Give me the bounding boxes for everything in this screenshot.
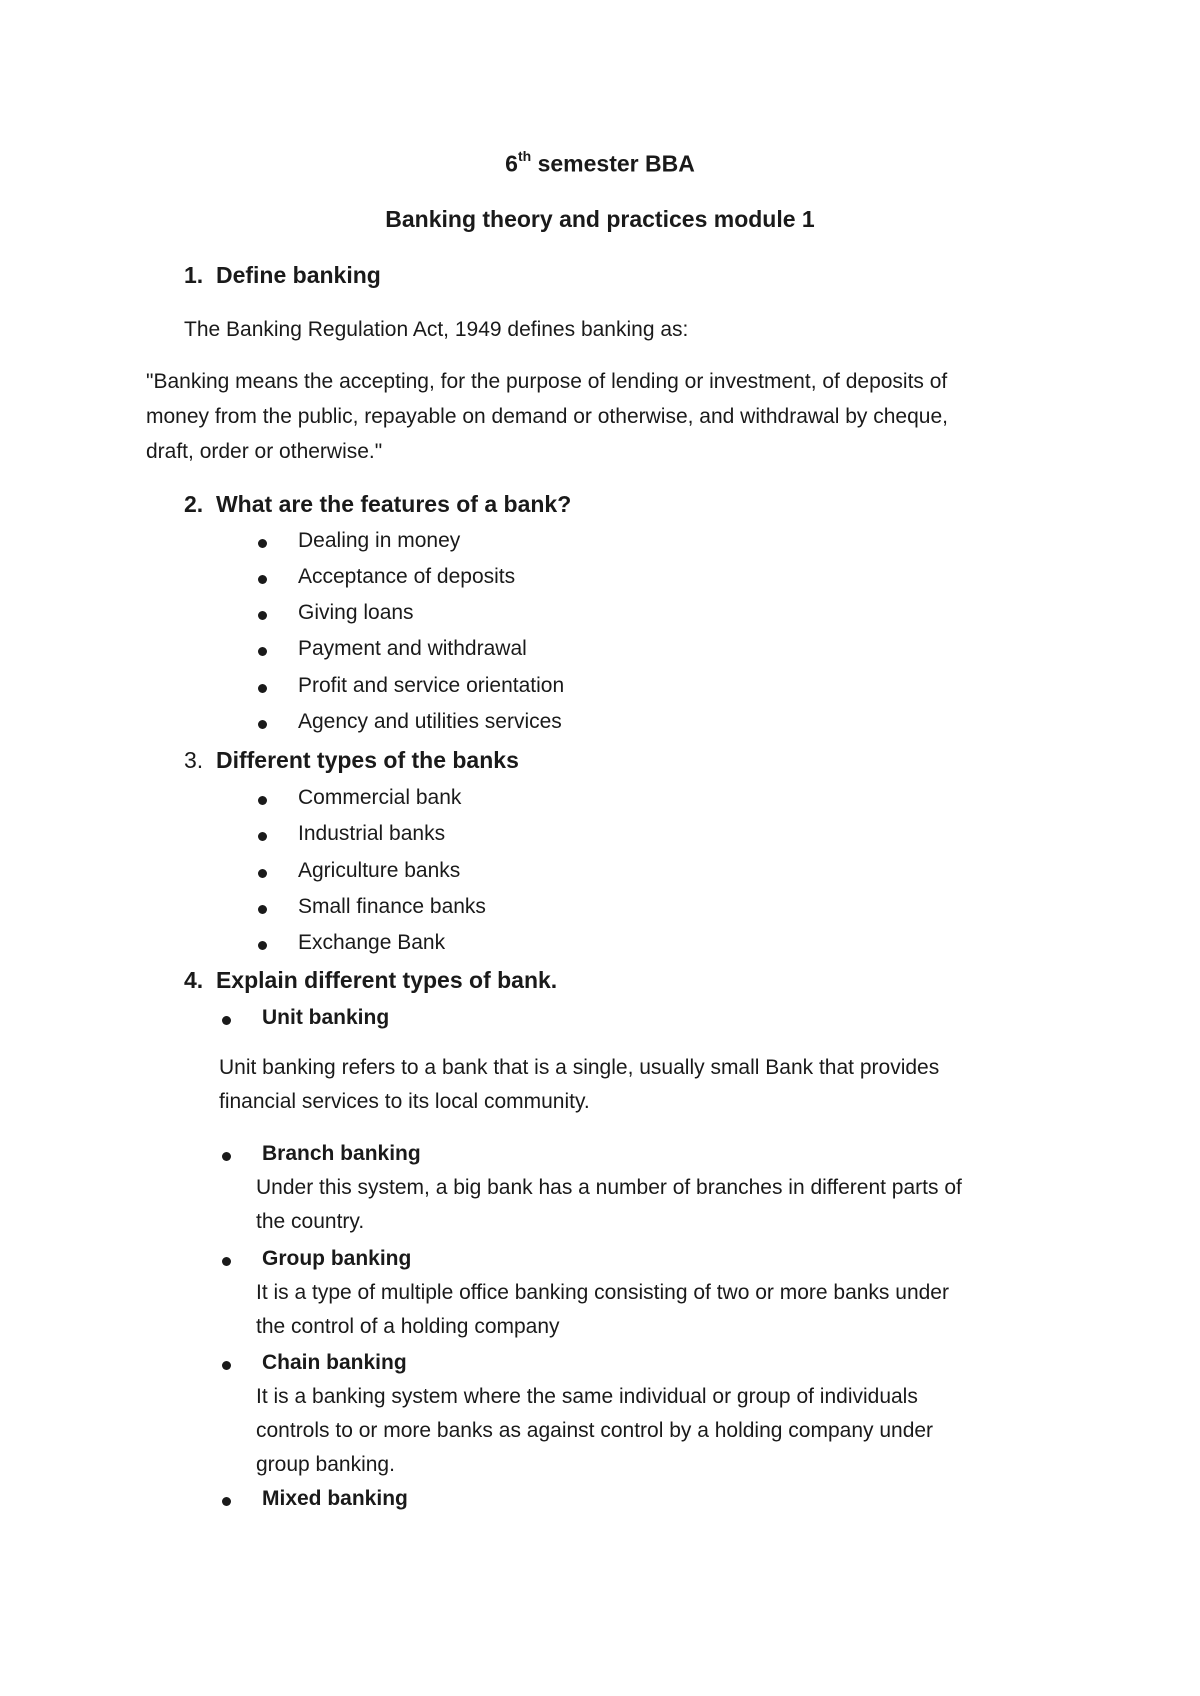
semester-number: 6 bbox=[505, 150, 518, 177]
bullet-icon bbox=[222, 1257, 231, 1266]
bullet-icon bbox=[258, 832, 267, 841]
page-title bbox=[0, 150, 1200, 178]
q1-heading-text: Define banking bbox=[215, 262, 381, 288]
list-item: Giving loans bbox=[298, 601, 414, 624]
group-banking-line-1: It is a type of multiple office banking consisting of two or more banks under bbox=[256, 1281, 949, 1304]
q2-number: 2. bbox=[184, 491, 204, 517]
bullet-icon bbox=[258, 869, 267, 878]
bullet-icon bbox=[222, 1016, 231, 1025]
bullet-icon bbox=[258, 905, 267, 914]
chain-banking-line-3: group banking. bbox=[256, 1453, 395, 1476]
bullet-icon bbox=[222, 1497, 231, 1506]
list-item: Commercial bank bbox=[298, 786, 462, 809]
q4-heading bbox=[184, 967, 557, 994]
q1-quote-line-3: draft, order or otherwise." bbox=[146, 440, 383, 463]
q1-number: 1. bbox=[184, 262, 204, 288]
bullet-icon bbox=[258, 575, 267, 584]
semester-suffix: th bbox=[517, 148, 532, 164]
group-banking-line-2: the control of a holding company bbox=[256, 1315, 560, 1338]
q1-heading bbox=[184, 262, 381, 289]
bullet-icon bbox=[258, 684, 267, 693]
bullet-icon bbox=[258, 941, 267, 950]
bullet-icon bbox=[258, 796, 267, 805]
bullet-icon bbox=[222, 1361, 231, 1370]
module-title: Banking theory and practices module 1 bbox=[385, 206, 815, 232]
branch-banking-title: Branch banking bbox=[262, 1142, 421, 1165]
unit-banking-line-2: financial services to its local community. bbox=[219, 1090, 590, 1113]
list-item: Exchange Bank bbox=[298, 931, 446, 954]
list-item: Payment and withdrawal bbox=[298, 637, 527, 660]
q4-heading-text: Explain different types of bank. bbox=[215, 967, 558, 993]
list-item: Agriculture banks bbox=[298, 859, 461, 882]
chain-banking-title: Chain banking bbox=[262, 1351, 407, 1374]
list-item: Agency and utilities services bbox=[298, 710, 562, 733]
bullet-icon bbox=[258, 539, 267, 548]
bullet-icon bbox=[258, 647, 267, 656]
unit-banking-title: Unit banking bbox=[262, 1006, 390, 1029]
q1-intro: The Banking Regulation Act, 1949 defines banking as: bbox=[184, 318, 689, 341]
unit-banking-line-1: Unit banking refers to a bank that is a single, usually small Bank that provides bbox=[219, 1056, 940, 1079]
group-banking-title: Group banking bbox=[262, 1247, 412, 1270]
chain-banking-line-1: It is a banking system where the same individual or group of individuals bbox=[256, 1385, 918, 1408]
q3-heading-text: Different types of the banks bbox=[215, 747, 519, 773]
q1-quote-line-2: money from the public, repayable on demand or otherwise, and withdrawal by cheque, bbox=[146, 405, 948, 428]
list-item: Dealing in money bbox=[298, 529, 461, 552]
branch-banking-line-2: the country. bbox=[256, 1210, 365, 1233]
q3-heading bbox=[184, 747, 519, 774]
bullet-icon bbox=[258, 611, 267, 620]
mixed-banking-title: Mixed banking bbox=[262, 1487, 408, 1510]
q2-heading bbox=[184, 491, 571, 518]
list-item: Industrial banks bbox=[298, 822, 446, 845]
branch-banking-line-1: Under this system, a big bank has a number of branches in different parts of bbox=[256, 1176, 962, 1199]
q1-quote-line-1: "Banking means the accepting, for the purpose of lending or investment, of deposits of bbox=[146, 370, 948, 393]
q4-number: 4. bbox=[184, 967, 204, 993]
semester-label: semester BBA bbox=[531, 150, 695, 177]
chain-banking-line-2: controls to or more banks as against control by a holding company under bbox=[256, 1419, 934, 1442]
bullet-icon bbox=[222, 1152, 231, 1161]
list-item: Acceptance of deposits bbox=[298, 565, 516, 588]
bullet-icon bbox=[258, 720, 267, 729]
q3-number: 3. bbox=[184, 747, 204, 773]
list-item: Small finance banks bbox=[298, 895, 486, 918]
q2-heading-text: What are the features of a bank? bbox=[215, 491, 572, 517]
list-item: Profit and service orientation bbox=[298, 674, 565, 697]
